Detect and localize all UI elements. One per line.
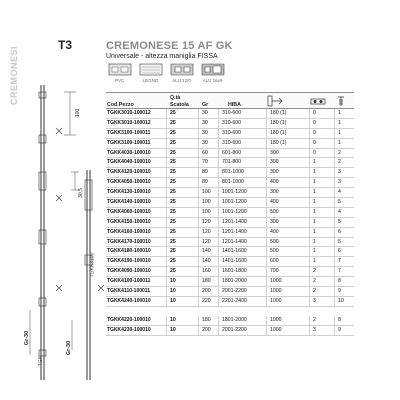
- table-row: [106, 188, 354, 198]
- cell-qty: 25: [170, 248, 176, 255]
- material-pvc: [106, 62, 133, 90]
- cell-gr: 200: [202, 326, 211, 333]
- cell-hiba: 1801-2000: [222, 316, 247, 323]
- pvc-profile-icon: [108, 62, 132, 77]
- col-header-gr: Gr: [202, 102, 209, 108]
- cell-qty: 25: [170, 258, 176, 265]
- cell-hiba: 1001-1200: [222, 199, 247, 206]
- cell-code: TGKK3010-100012: [107, 119, 151, 126]
- cell-hiba: 2001-2200: [222, 326, 247, 333]
- cell-c7: 2: [338, 159, 341, 166]
- cell-code: TGKK4140-100010: [107, 199, 151, 206]
- cell-c7: 5: [338, 199, 341, 206]
- cell-gr: 30: [202, 129, 208, 136]
- cell-qty: 25: [170, 218, 176, 225]
- cell-gr: 140: [202, 248, 211, 255]
- cell-c7: 7: [338, 268, 341, 275]
- cell-c5: 300: [270, 189, 279, 196]
- cell-c7: 2: [338, 149, 341, 156]
- cell-c6: 3: [313, 326, 316, 333]
- cell-c7: 3: [338, 179, 341, 186]
- cell-c5: 400: [270, 179, 279, 186]
- cell-code: TGKK4170-100010: [107, 238, 151, 245]
- cell-code: TGKK3010-100012: [107, 110, 151, 116]
- material-label: ALU 12/0: [172, 78, 191, 83]
- cell-gr: 70: [202, 159, 208, 166]
- cell-code: TGKK4130-100010: [107, 189, 151, 196]
- col-header-qty-line1: Q.tà: [170, 95, 181, 101]
- table-row: [106, 119, 354, 129]
- cell-hiba: 1201-1400: [222, 218, 247, 225]
- cell-qty: 10: [170, 316, 176, 323]
- cell-c7: 3: [338, 169, 341, 176]
- cell-c7: 5: [338, 238, 341, 245]
- table-row: [106, 297, 354, 307]
- cell-c5: 1000: [270, 288, 282, 295]
- cell-qty: 10: [170, 326, 176, 333]
- cell-c6: 0: [313, 139, 316, 146]
- cell-qty: 25: [170, 238, 176, 245]
- cell-c5: 500: [270, 248, 279, 255]
- table-row: [106, 168, 354, 178]
- cell-gr: 180: [202, 278, 211, 285]
- cell-c7: 5: [338, 218, 341, 225]
- cell-c5: 180 (1): [270, 129, 287, 136]
- cell-qty: 25: [170, 268, 176, 275]
- cell-qty: 25: [170, 149, 176, 156]
- cell-c6: 1: [313, 179, 316, 186]
- cell-code: TGKK4120-100010: [107, 169, 151, 176]
- cell-c7: 10: [338, 297, 344, 304]
- handle-position-icon: [266, 95, 286, 107]
- drawing-dim-top: 100: [75, 108, 82, 118]
- product-subtitle: Universale - altezza maniglia FISSA: [106, 53, 218, 60]
- cell-hiba: 1201-1400: [222, 238, 247, 245]
- cell-code: TGKK4220-100010: [107, 316, 151, 323]
- cell-qty: 25: [170, 139, 176, 146]
- col-header-qty-line2: Scatola: [170, 102, 189, 108]
- table-body-group-1: [106, 109, 354, 307]
- cell-qty: 10: [170, 278, 176, 285]
- cell-c5: 180 (1): [270, 119, 287, 126]
- cell-c7: 1: [338, 139, 341, 146]
- cell-c5: 300: [270, 218, 279, 225]
- cell-c6: 2: [313, 288, 316, 295]
- table-row: [106, 257, 354, 267]
- material-alu-12: [168, 62, 195, 90]
- cell-c7: 7: [338, 258, 341, 265]
- cell-c6: 1: [313, 169, 316, 176]
- product-title: CREMONESE 15 AF GK: [106, 40, 233, 52]
- cell-c7: 8: [338, 316, 341, 323]
- cell-hiba: 310-600: [222, 129, 242, 136]
- cell-c5: 600: [270, 258, 279, 265]
- cell-code: TGKK4230-100010: [107, 326, 151, 333]
- table-row: [106, 247, 354, 257]
- cell-gr: 80: [202, 169, 208, 176]
- cell-c6: 2: [313, 278, 316, 285]
- cell-code: TGKK4060-100010: [107, 208, 151, 215]
- drawing-label-gr30-right: Gr-30: [66, 340, 73, 356]
- cell-c6: 1: [313, 159, 316, 166]
- cell-code: TGKK4110-100011: [107, 288, 151, 295]
- table-row: [106, 198, 354, 208]
- cell-c5: 500: [270, 238, 279, 245]
- cell-hiba: 2001-2200: [222, 288, 247, 295]
- cell-qty: 10: [170, 297, 176, 304]
- cell-gr: 120: [202, 238, 211, 245]
- table-row: [106, 316, 354, 326]
- cell-code: TGKK4090-100010: [107, 268, 151, 275]
- cell-hiba: 1201-1400: [222, 228, 247, 235]
- drawing-dim-mid: 30,5: [77, 188, 84, 198]
- cell-c7: 9: [338, 288, 341, 295]
- cell-c5: 1000: [270, 316, 282, 323]
- cell-c6: 0: [313, 149, 316, 156]
- table-row: [106, 228, 354, 238]
- cell-gr: 200: [202, 288, 211, 295]
- cell-gr: 180: [202, 316, 211, 323]
- table-row: [106, 326, 354, 336]
- cell-qty: 25: [170, 179, 176, 186]
- table-spacer: [106, 307, 354, 316]
- cell-c6: 1: [313, 248, 316, 255]
- table-row: [106, 277, 354, 287]
- cell-c7: 6: [338, 248, 341, 255]
- cell-c7: 1: [338, 110, 341, 116]
- cell-qty: 25: [170, 110, 176, 116]
- cell-c6: 1: [313, 228, 316, 235]
- table-row: [106, 287, 354, 297]
- cell-code: TGKK4150-100010: [107, 218, 151, 225]
- cell-c7: 1: [338, 129, 341, 136]
- cell-hiba: 1601-1800: [222, 268, 247, 275]
- cell-code: TGKK4180-100010: [107, 248, 151, 255]
- material-label: LEGNO: [142, 78, 159, 83]
- cell-hiba: 801-1000: [222, 179, 244, 186]
- cell-c5: 300: [270, 169, 279, 176]
- cell-c5: 180 (1): [270, 139, 287, 146]
- cell-qty: 25: [170, 228, 176, 235]
- cell-qty: 25: [170, 169, 176, 176]
- alu-12-profile-icon: [170, 62, 194, 77]
- cell-code: TGKK4100-100011: [107, 278, 151, 285]
- cell-hiba: 601-800: [222, 149, 242, 156]
- cell-c6: 1: [313, 189, 316, 196]
- material-alu-16: [199, 62, 226, 90]
- table-row: [106, 238, 354, 248]
- cell-hiba: 1801-2000: [222, 278, 247, 285]
- cell-qty: 25: [170, 199, 176, 206]
- wood-profile-icon: [139, 62, 163, 77]
- cell-gr: 30: [202, 119, 208, 126]
- cremonese-technical-drawing: [20, 80, 110, 385]
- cell-c6: 0: [313, 129, 316, 136]
- table-row: [106, 178, 354, 188]
- cell-c6: 1: [313, 208, 316, 215]
- material-icons: [106, 62, 226, 90]
- cell-c5: 1000: [270, 297, 282, 304]
- alu-16-profile-icon: [201, 62, 225, 77]
- cell-c6: 0: [313, 110, 316, 116]
- section-code: T3: [58, 38, 73, 52]
- cell-gr: 100: [202, 189, 211, 196]
- drawing-label-tgk: TGK: [38, 355, 45, 367]
- side-category-label: CREMONESI: [9, 45, 19, 105]
- cell-qty: 25: [170, 159, 176, 166]
- cell-c5: 400: [270, 228, 279, 235]
- table-row: [106, 149, 354, 159]
- cell-qty: 25: [170, 119, 176, 126]
- cell-gr: 120: [202, 218, 211, 225]
- cell-c7: 8: [338, 278, 341, 285]
- cell-c6: 2: [313, 316, 316, 323]
- cell-code: TGKK4240-100010: [107, 297, 151, 304]
- cell-c5: 500: [270, 208, 279, 215]
- table-body-group-2: [106, 316, 354, 336]
- cell-hiba: 1401-1600: [222, 258, 247, 265]
- cell-code: TGKK4050-100010: [107, 179, 151, 186]
- cell-qty: 25: [170, 129, 176, 136]
- drawing-ref-code: TGKK3100: [89, 252, 96, 278]
- material-label: ALU 16x9: [202, 78, 223, 83]
- cell-qty: 25: [170, 189, 176, 196]
- cell-c7: 4: [338, 208, 341, 215]
- cell-c5: 300: [270, 159, 279, 166]
- cell-qty: 25: [170, 208, 176, 215]
- cell-c5: 1000: [270, 278, 282, 285]
- cell-c5: 180 (1): [270, 110, 287, 116]
- col-header-hiba: HIBA: [228, 102, 241, 108]
- cell-code: TGKK4030-100010: [107, 149, 151, 156]
- table-row: [106, 267, 354, 277]
- table-row: [106, 218, 354, 228]
- cell-hiba: 1401-1600: [222, 248, 247, 255]
- cell-c7: 9: [338, 326, 341, 333]
- cell-c5: 400: [270, 199, 279, 206]
- cell-qty: 10: [170, 288, 176, 295]
- table-row: [106, 208, 354, 218]
- cell-hiba: 1001-1200: [222, 189, 247, 196]
- cell-gr: 60: [202, 149, 208, 156]
- cell-c6: 1: [313, 258, 316, 265]
- cell-gr: 100: [202, 208, 211, 215]
- table-row: [106, 158, 354, 168]
- screw-icon: [336, 95, 346, 107]
- cell-gr: 120: [202, 228, 211, 235]
- material-label: PVC: [114, 78, 125, 83]
- cell-gr: 140: [202, 258, 211, 265]
- cell-hiba: 310-600: [222, 110, 242, 116]
- cell-hiba: 701-800: [222, 159, 242, 166]
- cell-gr: 80: [202, 179, 208, 186]
- cell-gr: 30: [202, 110, 208, 116]
- cell-c6: 2: [313, 268, 316, 275]
- cell-hiba: 310-600: [222, 139, 242, 146]
- cell-hiba: 801-1000: [222, 169, 244, 176]
- table-row: [106, 129, 354, 139]
- cell-code: TGKK4190-100010: [107, 258, 151, 265]
- cell-hiba: 2201-2400: [222, 297, 247, 304]
- cell-c5: 300: [270, 149, 279, 156]
- table-row: [106, 109, 354, 119]
- cell-code: TGKK4160-100010: [107, 228, 151, 235]
- table-header: [106, 92, 354, 109]
- cell-code: TGKK3100-100011: [107, 139, 151, 146]
- table-row: [106, 139, 354, 149]
- cell-hiba: 310-600: [222, 119, 242, 126]
- cell-code: TGKK3100-100011: [107, 129, 151, 136]
- cell-gr: 30: [202, 139, 208, 146]
- cell-gr: 220: [202, 297, 211, 304]
- cell-hiba: 1001-1200: [222, 208, 247, 215]
- cell-c6: 1: [313, 238, 316, 245]
- drawing-label-gr30-left: Gr-30: [24, 330, 31, 346]
- cell-code: TGKK4040-100010: [107, 159, 151, 166]
- material-wood: [137, 62, 164, 90]
- cell-c6: 0: [313, 119, 316, 126]
- cell-c7: 4: [338, 189, 341, 196]
- cell-c5: 700: [270, 268, 279, 275]
- cell-c6: 3: [313, 297, 316, 304]
- cell-c5: 1000: [270, 326, 282, 333]
- cell-gr: 100: [202, 199, 211, 206]
- cell-c6: 1: [313, 199, 316, 206]
- cell-gr: 160: [202, 268, 211, 275]
- product-table: [106, 92, 354, 336]
- hinge-point-icon: [310, 95, 326, 107]
- cell-c7: 6: [338, 228, 341, 235]
- col-header-code: Cod.Pezzo: [107, 102, 134, 108]
- cell-c7: 1: [338, 119, 341, 126]
- cell-c6: 1: [313, 218, 316, 225]
